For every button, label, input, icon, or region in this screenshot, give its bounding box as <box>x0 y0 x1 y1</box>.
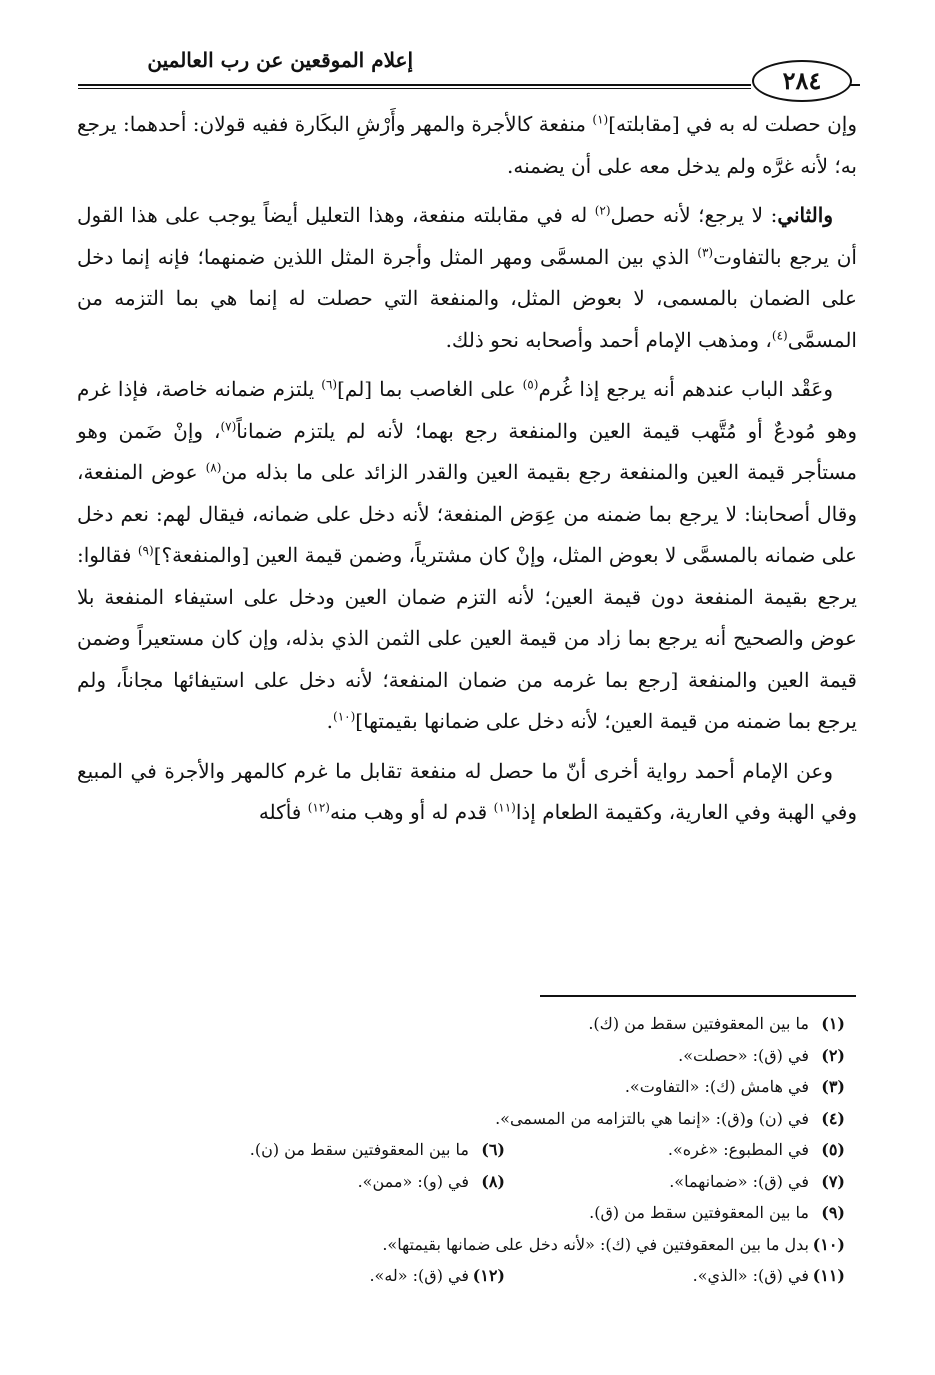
footnote-number: (٢) <box>821 1045 845 1065</box>
footnote-number: (٤) <box>821 1108 845 1128</box>
main-text <box>77 104 857 842</box>
footnote-ref[interactable]: (٨) <box>205 460 222 475</box>
footnote-text: في (ق): «ضمانهما». <box>669 1171 809 1191</box>
footnote <box>382 1229 845 1261</box>
text-run: عوض المنفعة، وقال أصحابنا: لا يرجع بما ضمنه من عِوَض المنفعة؛ لأنه دخل على ضمانه، فيقال لهم: نعم دخل على ضمانه بالمسمَّى لا بعوض المثل، وإنْ كان مشترياً، وضمن قيمة العين [والمنفعة؟] <box>77 460 857 567</box>
footnote-text: بدل ما بين المعقوفتين في (ك): «لأنه دخل على ضمانها بقيمتها». <box>382 1234 809 1254</box>
footnote-number: (١١) <box>812 1266 845 1285</box>
footnote <box>250 1134 505 1166</box>
footnote <box>505 1134 845 1166</box>
text-run: وعن الإمام أحمد رواية أخرى أنّ ما حصل له منفعة تقابل ما غرم كالمهر والأجرة في المبيع وفي الهبة وفي العارية، وكقيمة الطعام إذا <box>77 758 857 824</box>
footnote-number: (١٠) <box>812 1234 845 1254</box>
footnotes <box>85 1008 845 1292</box>
footnote-ref[interactable]: (١٠) <box>333 709 356 724</box>
text-run: ، وإنْ ضَمن وهو مستأجر قيمة العين والمنفعة رجع بقيمة العين والقدر الزائد على ما بذله من <box>77 418 857 484</box>
footnote-text: ما بين المعقوفتين سقط من (ق). <box>589 1203 809 1222</box>
footnote-ref[interactable]: (٣) <box>697 244 714 259</box>
footnote-number: (٨) <box>481 1171 505 1191</box>
footnote-separator <box>540 995 856 997</box>
footnote-text: ما بين المعقوفتين سقط من (ك). <box>588 1014 809 1033</box>
footnote-text: في (ق): «الذي». <box>692 1266 809 1285</box>
footnote-row <box>85 1103 845 1135</box>
running-header-title: إعلام الموقعين عن رب العالمين <box>147 48 413 72</box>
footnote-number: (٣) <box>821 1077 845 1096</box>
footnote-number: (١٢) <box>472 1266 505 1285</box>
text-run: ، ومذهب الإمام أحمد وأصحابه نحو ذلك. <box>445 327 772 352</box>
footnote <box>495 1103 845 1135</box>
footnote-row <box>85 1008 845 1040</box>
paragraph-lead: والثاني <box>777 203 833 227</box>
page-number: ٢٨٤ <box>752 60 852 102</box>
text-run: على الغاصب بما [لم] <box>337 377 523 401</box>
footnote-text: في المطبوع: «غره». <box>667 1140 809 1159</box>
footnote-text: في (و): «ممن». <box>357 1171 469 1191</box>
footnote-row <box>85 1134 845 1166</box>
footnote <box>505 1166 845 1198</box>
text-run: فقالوا: يرجع بقيمة المنفعة دون قيمة العين؛ لأنه التزم ضمان العين ودخل على استيفاء المنفعة بلا عوض والصحيح أنه يرجع بما زاد من قيمة العين على الثمن الذي بذله، وإن كان مستعيراً وضمن قيمة العين والمنفعة [رجع بما غرمه من ضمان المنفعة؛ لأنه دخل على استيفائها مجاناً، ولم يرجع بما ضمنه من قيمة العين؛ لأنه دخل على ضمانها بقيمتها] <box>77 543 857 733</box>
footnote-text: ما بين المعقوفتين سقط من (ن). <box>249 1140 469 1159</box>
footnote-number: (٩) <box>821 1203 845 1222</box>
text-run: له في مقابلته منفعة، وهذا التعليل أيضاً يوجب على هذا القول أن يرجع بالتفاوت <box>77 203 857 269</box>
footnote-ref[interactable]: (٤) <box>771 327 788 342</box>
footnote-text: في (ق): «حصلت». <box>678 1045 809 1065</box>
footnote-ref[interactable]: (٢) <box>594 203 611 218</box>
footnote-ref[interactable]: (١٢) <box>307 800 330 815</box>
footnote-text: في (ق): «له». <box>369 1266 469 1285</box>
footnote-ref[interactable]: (٧) <box>220 418 237 433</box>
footnote <box>369 1260 505 1292</box>
footnote <box>358 1166 505 1198</box>
paragraph-3 <box>77 369 857 743</box>
footnote-number: (١) <box>821 1014 845 1033</box>
footnote <box>625 1071 845 1103</box>
text-run: فأكله <box>258 800 308 824</box>
text-run: وإن حصلت له به في [مقابلته] <box>608 112 858 136</box>
paragraph-1 <box>77 104 857 187</box>
footnote-text: في (ن) و(ق): «إنما هي بالتزامه من المسمى». <box>495 1108 809 1128</box>
footnote-number: (٥) <box>821 1140 845 1159</box>
footnote <box>588 1008 845 1040</box>
text-run: الذي بين المسمَّى ومهر المثل وأجرة المثل اللذين ضمنهما؛ فإنه إنما دخل على الضمان بالمسمى، لا بعوض المثل، والمنفعة التي حصلت له إنما هي بما التزمه من المسمَّى <box>77 244 857 352</box>
header-rule <box>78 84 751 86</box>
footnote-number: (٧) <box>821 1171 845 1191</box>
text-run: : لا يرجع؛ لأنه حصل <box>610 203 778 227</box>
text-run: . <box>326 709 333 733</box>
footnote-row <box>85 1197 845 1229</box>
footnote-row <box>85 1040 845 1072</box>
text-run: وعَقْد الباب عندهم أنه يرجع إذا غُرم <box>538 377 834 401</box>
footnote-number: (٦) <box>481 1140 505 1159</box>
footnote-row <box>85 1071 845 1103</box>
footnote-row <box>85 1166 845 1198</box>
footnote-ref[interactable]: (١) <box>592 112 609 127</box>
paragraph-2 <box>77 195 857 361</box>
paragraph-4 <box>77 751 857 834</box>
text-run: منفعة كالأجرة والمهر وأَرْشِ البكَارة ففيه قولان: أحدهما: يرجع به؛ لأنه غرَّه ولم يدخل معه على أن يضمنه. <box>77 112 857 178</box>
footnote-row <box>85 1260 845 1292</box>
footnote-row <box>85 1229 845 1261</box>
footnote-text: في هامش (ك): «التفاوت». <box>624 1077 809 1096</box>
footnote <box>505 1260 845 1292</box>
footnote-ref[interactable]: (٥) <box>522 377 539 392</box>
footnote-ref[interactable]: (٩) <box>137 543 154 558</box>
footnote <box>678 1040 845 1072</box>
footnote-ref[interactable]: (١١) <box>493 800 516 815</box>
text-run: قدم له أو وهب منه <box>329 800 494 824</box>
footnote-ref[interactable]: (٦) <box>321 377 338 392</box>
header-rule-thin <box>78 88 751 89</box>
footnote <box>589 1197 845 1229</box>
text-run: يلتزم ضمانه خاصة، فإذا غرم وهو مُودعٌ أو مُتَّهب قيمة العين والمنفعة رجع بهما؛ لأنه لم يلتزم ضماناً <box>77 377 857 443</box>
